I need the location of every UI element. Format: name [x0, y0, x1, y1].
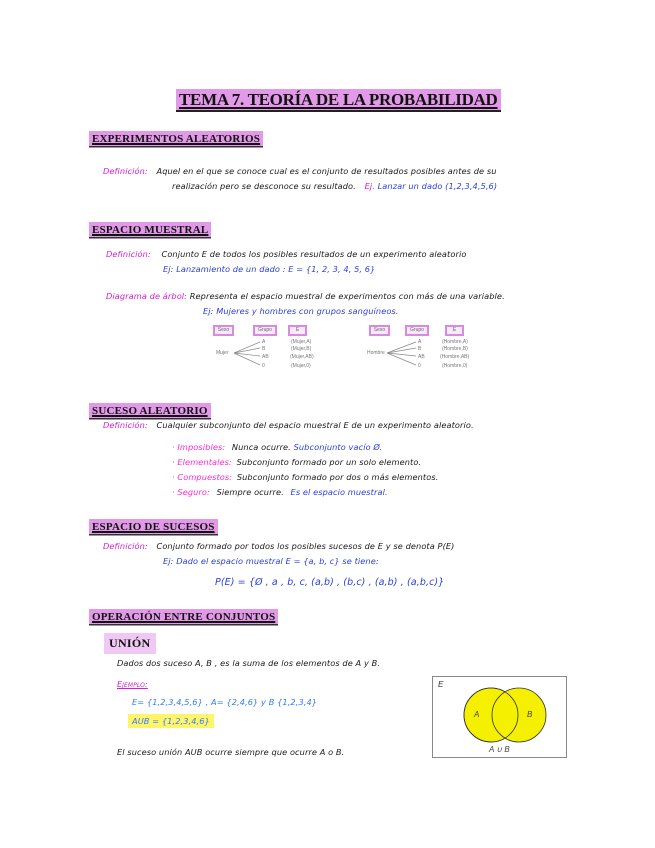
section-heading-espacio-muestral: ESPACIO MUESTRAL: [89, 222, 211, 237]
tree-text: Representa el espacio muestral de experimentos con más de una variable.: [189, 291, 505, 301]
definition-text: Conjunto E de todos los posibles resultados de un experimento aleatorio: [161, 249, 467, 259]
tree-example: Ej: Mujeres y hombres con grupos sanguíneos.: [203, 306, 399, 316]
union-definition: Dados dos suceso A, B , es la suma de los elementos de A y B.: [117, 658, 381, 668]
definition-espacio-sucesos: [103, 541, 454, 551]
tree-outcome: (Hombre,A): [442, 339, 468, 345]
venn-diagram-union: [432, 676, 567, 758]
definition-label: Definición:: [103, 541, 148, 551]
tree-branch: A: [262, 339, 266, 345]
tree-outcome: (Hombre,B): [442, 346, 468, 352]
definition-experimentos-line2: [172, 181, 497, 191]
tree-branch: B: [418, 346, 422, 352]
type-label: · Imposibles:: [172, 442, 226, 452]
tree-header-e: E: [288, 325, 307, 336]
type-label: · Elementales:: [172, 457, 232, 467]
type-label: · Seguro:: [172, 487, 210, 497]
example-result: AUB = {1,2,3,4,6}: [128, 714, 214, 728]
tree-outcome: (Mujer,B): [291, 346, 312, 352]
venn-set-b-label: B: [527, 710, 533, 719]
venn-caption: A ∪ B: [489, 745, 510, 754]
tree-header-e: E: [445, 325, 464, 336]
power-set-formula: [215, 577, 444, 588]
section-heading-espacio-sucesos: ESPACIO DE SUCESOS: [89, 519, 218, 534]
page-title: TEMA 7. TEORÍA DE LA PROBABILIDAD: [176, 89, 501, 110]
union-closing: El suceso unión AUB ocurre siempre que ocurre A o B.: [117, 747, 345, 757]
tree-branch: 0: [418, 363, 421, 369]
suceso-type-seguro: [172, 487, 388, 497]
tree-header-grupo: Grupo: [253, 325, 277, 336]
tree-root: Mujer: [216, 350, 229, 356]
tree-branch: A: [418, 339, 422, 345]
tree-outcome: (Hombre,0): [442, 363, 468, 369]
example-label: Ejemplo:: [117, 680, 148, 689]
venn-set-a-label: A: [474, 710, 480, 719]
tree-outcome: (Mujer,AB): [290, 354, 314, 360]
section-heading-suceso: SUCESO ALEATORIO: [89, 403, 211, 418]
definition-espacio-muestral: [106, 249, 466, 259]
definition-experimentos: [103, 166, 497, 176]
tree-label: Diagrama de árbol:: [106, 291, 188, 301]
type-text: Subconjunto formado por dos o más elementos.: [236, 472, 439, 482]
type-text: Siempre ocurre.: [216, 487, 284, 497]
suceso-type-imposibles: [172, 442, 382, 452]
tree-branch: B: [262, 346, 266, 352]
tree-header-sexo: Sexo: [369, 325, 390, 336]
tree-outcome: (Mujer,0): [291, 363, 311, 369]
suceso-type-compuestos: [172, 472, 438, 482]
type-extra: Subconjunto vacío Ø.: [293, 442, 383, 452]
type-extra: Es el espacio muestral.: [290, 487, 388, 497]
example-sets: E= {1,2,3,4,5,6} , A= {2,4,6} y B {1,2,3,4}: [132, 697, 318, 707]
tree-outcome: (Mujer,A): [291, 339, 312, 345]
suceso-type-elementales: [172, 457, 421, 467]
tree-branch: AB: [418, 354, 425, 360]
tree-outcome: (Hombre,AB): [440, 354, 470, 360]
example-espacio-sucesos: Ej: Dado el espacio muestral E = {a, b, c} se tiene:: [163, 556, 379, 566]
example-espacio-muestral: Ej: Lanzamiento de un dado : E = {1, 2, 3, 4, 5, 6}: [163, 264, 376, 274]
definition-text-cont: realización pero se desconoce su resultado.: [172, 181, 356, 191]
formula-text: P(E) = {Ø , a , b, c, (a,b) , (b,c) , (a,b) , (a,b,c)}: [215, 577, 445, 588]
definition-label: Definición:: [103, 166, 148, 176]
subsection-heading-union: UNIÓN: [104, 633, 156, 654]
tree-header-sexo: Sexo: [213, 325, 234, 336]
type-text: Subconjunto formado por un solo elemento.: [236, 457, 422, 467]
definition-label: Definición:: [103, 420, 148, 430]
tree-diagram-definition: [106, 291, 505, 301]
section-heading-experimentos: EXPERIMENTOS ALEATORIOS: [89, 131, 263, 146]
tree-diagram-hombre: [365, 325, 480, 375]
section-heading-operacion: OPERACIÓN ENTRE CONJUNTOS: [89, 609, 278, 624]
definition-text: Cualquier subconjunto del espacio muestral E de un experimento aleatorio.: [156, 420, 474, 430]
tree-branch: AB: [262, 354, 269, 360]
definition-text: Aquel en el que se conoce cual es el conjunto de resultados posibles antes de su: [156, 166, 497, 176]
tree-diagram-mujer: [205, 325, 315, 375]
definition-text: Conjunto formado por todos los posibles sucesos de E y se denota P(E): [156, 541, 455, 551]
example-label: Ej.: [364, 181, 375, 191]
venn-universe-label: E: [438, 680, 444, 689]
type-text: Nunca ocurre.: [231, 442, 291, 452]
definition-label: Definición:: [106, 249, 151, 259]
tree-root: Hombre: [367, 350, 385, 356]
definition-suceso: [103, 420, 474, 430]
type-label: · Compuestos:: [172, 472, 233, 482]
example-text: Lanzar un dado (1,2,3,4,5,6): [377, 181, 498, 191]
tree-header-grupo: Grupo: [405, 325, 429, 336]
tree-branch: 0: [262, 363, 265, 369]
